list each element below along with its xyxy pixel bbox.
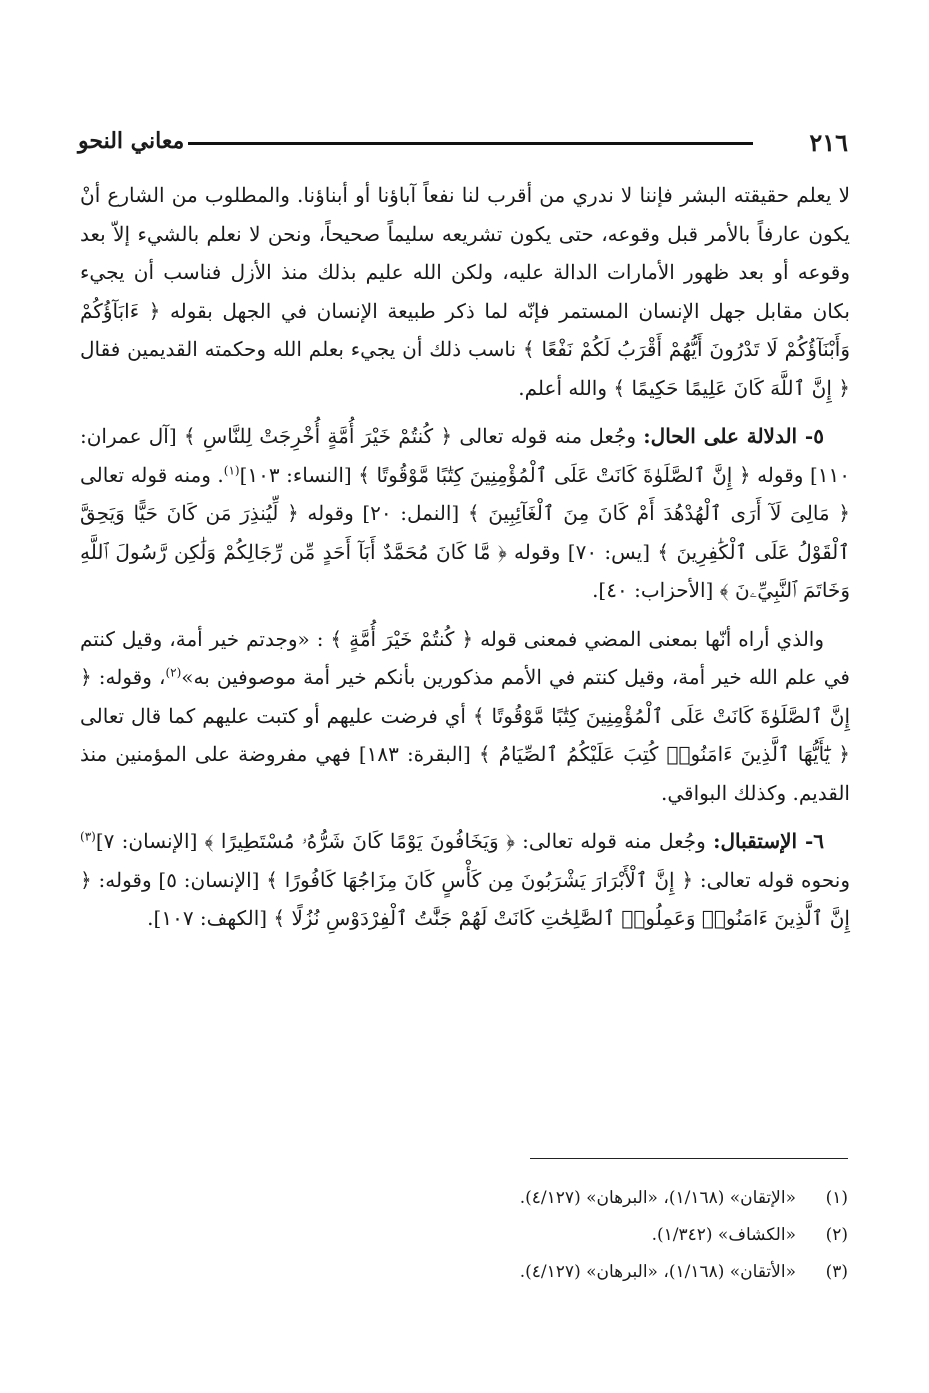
page-header [78, 128, 848, 168]
paragraph-text-continued: ونحوه قوله تعالى: ﴿ إِنَّ ٱلْأَبْرَارَ يَشْرَبُونَ مِن كَأْسٍ كَانَ مِزَاجُهَا كَافُورًا ﴾ [الإنسان: ٥] وقوله: ﴿ إِنَّ ٱلَّذِينَ ءَامَنُوا۟ وَعَمِلُوا۟ ٱلصَّٰلِحَٰتِ كَانَتْ لَهُمْ جَنَّٰتُ ٱلْفِرْدَوْسِ نُزُلًا ﴾ [الكهف: ١٠٧]. [80, 867, 850, 930]
paragraph-3 [80, 620, 850, 813]
section-heading: ٦- الإستقبال: [713, 829, 824, 853]
paragraph-text-continued: . ومنه قوله تعالى ﴿ مَالِىَ لَآ أَرَى ٱلْهُدْهُدَ أَمْ كَانَ مِنَ ٱلْغَآئِبِينَ ﴾ [النمل: ٢٠] وقوله ﴿ لِّيُنذِرَ مَن كَانَ حَيًّا وَيَحِقَّ ٱلْقَوْلُ عَلَى ٱلْكَٰفِرِينَ ﴾ [يس: ٧٠] وقوله ﴿ مَّا كَانَ مُحَمَّدٌ أَبَآ أَحَدٍ مِّن رِّجَالِكُمْ وَلَٰكِن رَّسُولَ ٱللَّهِ وَخَاتَمَ ٱلنَّبِيِّۦنَ ﴾ [الأحزاب: ٤٠]. [80, 462, 850, 602]
paragraph-text: والذي أراه أنّها بمعنى المضي فمعنى قوله ﴿ كُنتُمْ خَيْرَ أُمَّةٍ ﴾ : «وجدتم خير أمة، وقيل كنتم في علم الله خير أمة، وقيل كنتم في الأمم مذكورين بأنكم خير أمة موصوفين به» [80, 626, 850, 689]
paragraph-text: لا يعلم حقيقته البشر فإننا لا ندري من أقرب لنا نفعاً آباؤنا أو أبناؤنا. والمطلوب من الشارع أنْ يكون عارفاً بالأمر قبل وقوعه، حتى يكون تشريعه سليماً صحيحاً، ونحن لا نعلم بالشيء إلاّ بعد وقوعه أو بعد ظهور الأمارات الدالة عليه، ولكن الله عليم بذلك منذ الأزل فناسب أن يجيء بكان مقابل جهل الإنسان المستمر فإنّه لما ذكر طبيعة الإنسان في الجهل بقوله ﴿ ءَابَآؤُكُمْ وَأَبْنَآؤُكُمْ لَا تَدْرُونَ أَيُّهُمْ أَقْرَبُ لَكُمْ نَفْعًا ﴾ ناسب ذلك أن يجيء بعلم الله وحكمته القديمين فقال ﴿ إِنَّ ٱللَّهَ كَانَ عَلِيمًا حَكِيمًا ﴾ والله أعلم. [80, 183, 850, 400]
footnote-number: (٢) [825, 1225, 848, 1245]
page-number: ٢١٦ [809, 128, 848, 157]
section-heading: ٥- الدلالة على الحال: [643, 424, 824, 448]
footnote-3 [80, 1254, 848, 1291]
paragraph-4 [80, 822, 850, 938]
footnote-number: (٣) [825, 1262, 848, 1282]
running-title: معاني النحو [78, 128, 185, 154]
paragraph-text-continued: ، وقوله: ﴿ إِنَّ ٱلصَّلَوٰةَ كَانَتْ عَلَى ٱلْمُؤْمِنِينَ كِتَٰبًا مَّوْقُوتًا ﴾ أي فرضت عليهم أو كتبت عليهم كما قال تعالى ﴿ يَٰٓأَيُّهَا ٱلَّذِينَ ءَامَنُوا۟ كُتِبَ عَلَيْكُمُ ٱلصِّيَامُ ﴾ [البقرة: ١٨٣] فهي مفروضة على المؤمنين منذ القديم. وكذلك البواقي. [80, 665, 850, 805]
header-rule [188, 142, 753, 145]
footnote-number: (١) [825, 1188, 848, 1208]
paragraph-text: وجُعل منه قوله تعالى ﴿ كُنتُمْ خَيْرَ أُمَّةٍ أُخْرِجَتْ لِلنَّاسِ ﴾ [آل عمران: ١١٠] وقوله ﴿ إِنَّ ٱلصَّلَوٰةَ كَانَتْ عَلَى ٱلْمُؤْمِنِينَ كِتَٰبًا مَّوْقُوتًا ﴾ [النساء: ١٠٣] [80, 424, 850, 487]
paragraph-1 [80, 176, 850, 407]
main-text [80, 176, 850, 948]
footnotes [80, 1180, 848, 1291]
paragraph-text: وجُعل منه قوله تعالى: ﴿ وَيَخَافُونَ يَوْمًا كَانَ شَرُّهُۥ مُسْتَطِيرًا ﴾ [الإنسان: ٧] [95, 829, 706, 853]
footnote-text: «الإتقان» (١/١٦٨)، «البرهان» (٤/١٢٧). [519, 1188, 796, 1208]
footnote-1 [80, 1180, 848, 1217]
footnote-ref: (١) [223, 462, 240, 477]
footnote-separator [530, 1158, 848, 1159]
paragraph-2 [80, 417, 850, 610]
footnote-text: «الأتقان» (١/١٦٨)، «البرهان» (٤/١٢٧). [519, 1262, 796, 1282]
footnote-text: «الكشاف» (١/٣٤٢). [651, 1225, 796, 1245]
footnote-2 [80, 1217, 848, 1254]
footnote-ref: (٣) [80, 829, 96, 844]
footnote-ref: (٢) [165, 665, 182, 680]
